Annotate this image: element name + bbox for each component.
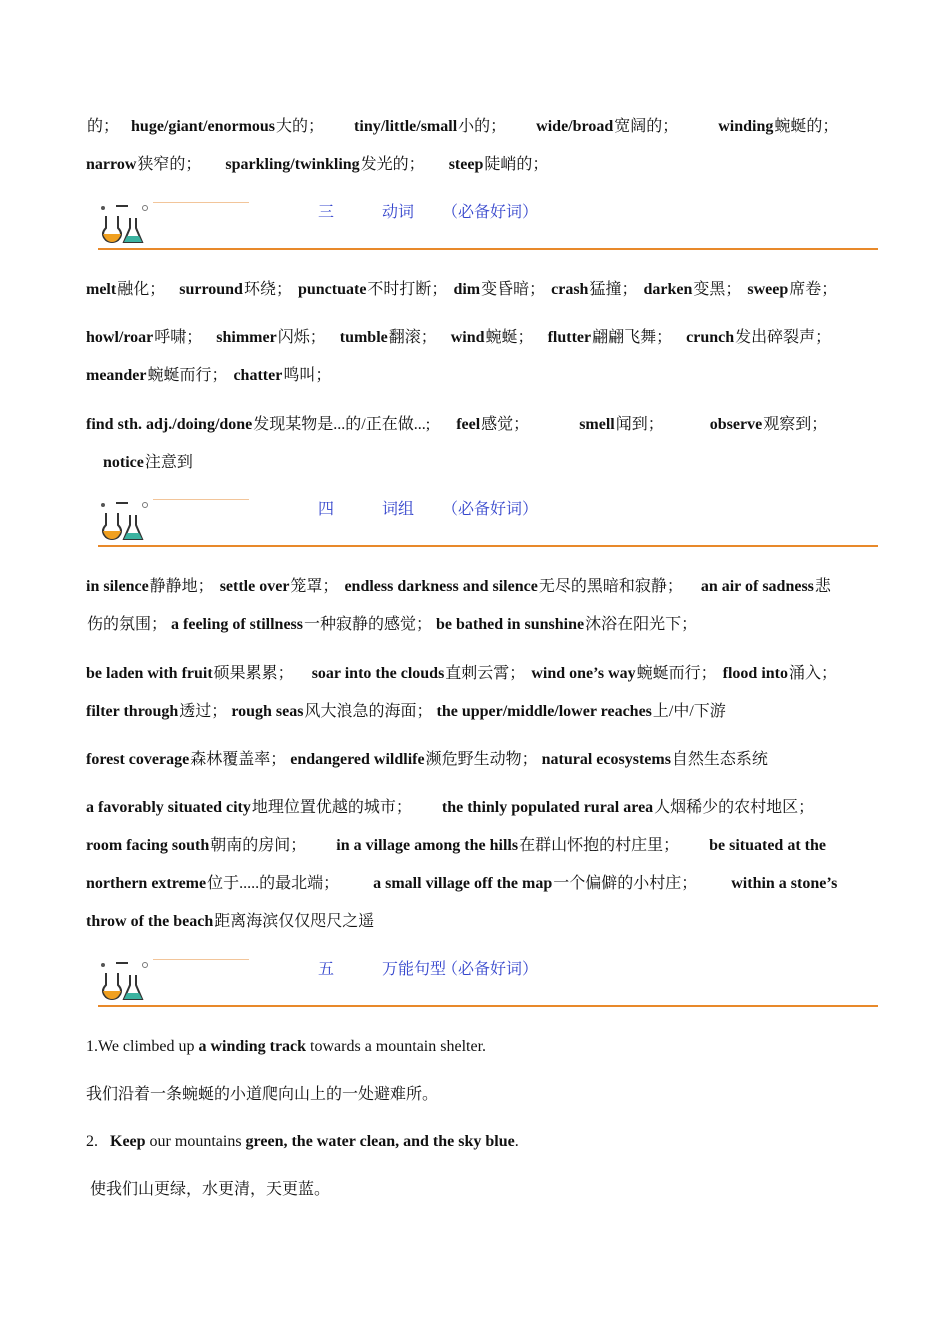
term-english: the thinly populated rural area bbox=[441, 799, 654, 816]
section-header-verbs bbox=[98, 202, 878, 250]
term-english: find sth. adj./doing/done bbox=[86, 416, 253, 433]
term-chinese: 无尽的黑暗和寂静； bbox=[538, 578, 683, 595]
term-chinese: 蜿蜒的； bbox=[774, 118, 839, 135]
sentence-highlight: green, the water clean, and the sky blue bbox=[245, 1133, 515, 1150]
term-chinese: 朝南的房间； bbox=[210, 837, 307, 854]
term-english: steep bbox=[448, 156, 484, 173]
lab-flask-icon bbox=[98, 959, 148, 1003]
verb-line-3 bbox=[86, 365, 331, 387]
term-english: crunch bbox=[686, 329, 735, 346]
section-tag: （必备好词） bbox=[442, 501, 539, 518]
term-english: chatter bbox=[233, 367, 283, 384]
sentence-1-chinese: 我们沿着一条蜿蜒的小道爬向山上的一处避难所。 bbox=[86, 1086, 439, 1103]
section-number: 五 bbox=[318, 961, 335, 978]
section-tag: （必备好词） bbox=[442, 204, 539, 221]
phrase-line-4d bbox=[86, 911, 374, 933]
sentence-text: . bbox=[514, 1133, 519, 1150]
term-english: filter through bbox=[86, 703, 179, 720]
term-chinese: 注意到 bbox=[144, 454, 193, 471]
verb-line-4 bbox=[86, 414, 827, 436]
section-header-sentences bbox=[98, 959, 878, 1007]
term-english: forest coverage bbox=[86, 751, 190, 768]
term-chinese: 位于.....的最北端； bbox=[207, 875, 340, 892]
phrase-line-2a bbox=[86, 663, 837, 685]
sentence-2-english bbox=[86, 1131, 519, 1153]
term-english: observe bbox=[709, 416, 763, 433]
term-english: crash bbox=[551, 281, 589, 298]
term-chinese: 一个偏僻的小村庄； bbox=[553, 875, 698, 892]
term-english: flood into bbox=[722, 665, 788, 682]
term-chinese: 猛撞； bbox=[589, 281, 638, 298]
term-english: flutter bbox=[547, 329, 592, 346]
verb-line-5 bbox=[103, 452, 193, 474]
term-chinese: 直刺云霄； bbox=[445, 665, 526, 682]
term-chinese: 不时打断； bbox=[367, 281, 448, 298]
term-chinese: 一种寂静的感觉； bbox=[304, 616, 433, 633]
section-number: 三 bbox=[318, 204, 335, 221]
phrase-line-2b bbox=[86, 701, 726, 723]
term-english: be situated at the bbox=[709, 837, 826, 854]
term-english: in silence bbox=[86, 578, 149, 595]
term-english: northern extreme bbox=[86, 875, 207, 892]
term-english: shimmer bbox=[216, 329, 277, 346]
term-chinese: 宽阔的； bbox=[614, 118, 679, 135]
term-chinese: 观察到； bbox=[763, 416, 828, 433]
term-english: sparkling/twinkling bbox=[225, 156, 360, 173]
sentence-text: 1.We climbed up bbox=[86, 1038, 199, 1055]
sentence-text: towards a mountain shelter. bbox=[306, 1038, 487, 1055]
sentence-highlight: a winding track bbox=[198, 1038, 307, 1055]
term-chinese: 硕果累累； bbox=[213, 665, 294, 682]
term-chinese: 静静地； bbox=[149, 578, 214, 595]
section-title bbox=[318, 956, 538, 979]
term-chinese: 的； bbox=[87, 118, 120, 135]
term-english: surround bbox=[179, 281, 243, 298]
term-chinese: 沐浴在阳光下； bbox=[585, 616, 698, 633]
term-english: rough seas bbox=[231, 703, 304, 720]
phrase-line-4b bbox=[86, 835, 826, 857]
term-chinese: 伤的氛围； bbox=[87, 616, 168, 633]
term-chinese: 自然生态系统 bbox=[671, 751, 768, 768]
term-english: howl/roar bbox=[86, 329, 154, 346]
term-english: a small village off the map bbox=[373, 875, 553, 892]
section-title bbox=[318, 199, 538, 222]
term-chinese: 在群山怀抱的村庄里； bbox=[519, 837, 680, 854]
section-header-phrases bbox=[98, 499, 878, 547]
term-english: feel bbox=[456, 416, 481, 433]
term-english: notice bbox=[103, 454, 144, 471]
term-english: darken bbox=[643, 281, 693, 298]
verb-line-1 bbox=[86, 279, 837, 301]
term-chinese: 鸣叫； bbox=[283, 367, 332, 384]
section-number: 四 bbox=[318, 501, 335, 518]
term-english: melt bbox=[86, 281, 117, 298]
term-chinese: 发出碎裂声； bbox=[735, 329, 832, 346]
term-chinese: 距离海滨仅仅咫尺之遥 bbox=[214, 913, 375, 930]
term-english: within a stone’s bbox=[731, 875, 838, 892]
term-chinese: 小的； bbox=[458, 118, 507, 135]
lab-flask-icon bbox=[98, 499, 148, 543]
term-chinese: 笼罩； bbox=[290, 578, 339, 595]
term-chinese: 变昏暗； bbox=[481, 281, 546, 298]
sentence-text: our mountains bbox=[145, 1133, 246, 1150]
term-english: huge/giant/enormous bbox=[131, 118, 276, 135]
term-english: throw of the beach bbox=[86, 913, 214, 930]
term-chinese: 发现某物是...的/正在做...; bbox=[253, 416, 431, 433]
term-chinese: 陡峭的； bbox=[484, 156, 549, 173]
term-chinese: 蜿蜒而行； bbox=[147, 367, 228, 384]
phrase-line-4a bbox=[86, 797, 814, 819]
term-english: smell bbox=[579, 416, 615, 433]
phrase-line-4c bbox=[86, 873, 837, 895]
term-english: settle over bbox=[219, 578, 290, 595]
term-chinese: 感觉； bbox=[481, 416, 530, 433]
section-label: 词组 bbox=[382, 501, 415, 518]
term-english: wind one’s way bbox=[531, 665, 636, 682]
term-english: endless darkness and silence bbox=[344, 578, 538, 595]
term-chinese: 呼啸； bbox=[154, 329, 203, 346]
adjective-line-2 bbox=[86, 154, 548, 176]
term-chinese: 发光的； bbox=[360, 156, 425, 173]
term-english: room facing south bbox=[86, 837, 210, 854]
term-english: punctuate bbox=[297, 281, 367, 298]
term-chinese: 森林覆盖率； bbox=[190, 751, 287, 768]
term-chinese: 翩翩飞舞； bbox=[592, 329, 673, 346]
term-chinese: 蜿蜒而行； bbox=[636, 665, 717, 682]
term-english: tumble bbox=[339, 329, 388, 346]
term-english: be laden with fruit bbox=[86, 665, 213, 682]
sentence-highlight: Keep bbox=[110, 1133, 146, 1150]
adjective-line-1 bbox=[86, 116, 838, 138]
term-english: a favorably situated city bbox=[86, 799, 251, 816]
term-english: natural ecosystems bbox=[541, 751, 671, 768]
term-chinese: 融化； bbox=[117, 281, 166, 298]
term-english: be bathed in sunshine bbox=[436, 616, 585, 633]
phrase-line-1b bbox=[86, 614, 697, 636]
term-english: narrow bbox=[86, 156, 137, 173]
term-chinese: 大的； bbox=[276, 118, 325, 135]
term-chinese: 变黑； bbox=[693, 281, 742, 298]
sentence-1-english bbox=[86, 1036, 486, 1058]
term-chinese: 人烟稀少的农村地区； bbox=[654, 799, 815, 816]
term-chinese: 透过； bbox=[179, 703, 228, 720]
term-english: in a village among the hills bbox=[336, 837, 519, 854]
term-chinese: 闻到； bbox=[615, 416, 664, 433]
term-english: the upper/middle/lower reaches bbox=[436, 703, 652, 720]
section-tag: （必备好词） bbox=[442, 961, 539, 978]
term-english: endangered wildlife bbox=[290, 751, 425, 768]
term-chinese: 闪烁； bbox=[277, 329, 326, 346]
term-chinese: 悲 bbox=[814, 578, 831, 595]
term-chinese: 涌入； bbox=[788, 665, 837, 682]
lab-flask-icon bbox=[98, 202, 148, 246]
section-label: 动词 bbox=[382, 204, 415, 221]
sentence-text: 2. bbox=[86, 1133, 110, 1150]
verb-line-2 bbox=[86, 327, 831, 349]
term-chinese: 翻滚； bbox=[388, 329, 437, 346]
phrase-line-3 bbox=[86, 749, 768, 771]
term-chinese: 上/中/下游 bbox=[652, 703, 726, 720]
term-english: sweep bbox=[747, 281, 789, 298]
term-chinese: 地理位置优越的城市； bbox=[251, 799, 412, 816]
term-chinese: 席卷； bbox=[789, 281, 838, 298]
term-english: a feeling of stillness bbox=[171, 616, 304, 633]
phrase-line-1a bbox=[86, 576, 831, 598]
section-title bbox=[318, 496, 538, 519]
term-english: soar into the clouds bbox=[311, 665, 445, 682]
term-english: an air of sadness bbox=[700, 578, 814, 595]
term-chinese: 蜿蜒； bbox=[485, 329, 534, 346]
term-chinese: 濒危野生动物； bbox=[425, 751, 538, 768]
term-english: meander bbox=[86, 367, 147, 384]
section-label: 万能句型 bbox=[382, 961, 447, 978]
term-chinese: 环绕； bbox=[243, 281, 292, 298]
term-english: wind bbox=[450, 329, 485, 346]
sentence-2-chinese: 使我们山更绿，水更清，天更蓝。 bbox=[86, 1181, 331, 1198]
term-english: dim bbox=[453, 281, 481, 298]
term-english: wide/broad bbox=[536, 118, 614, 135]
term-english: tiny/little/small bbox=[354, 118, 458, 135]
term-chinese: 狭窄的； bbox=[137, 156, 202, 173]
term-english: winding bbox=[718, 118, 774, 135]
term-chinese: 风大浪急的海面； bbox=[304, 703, 433, 720]
